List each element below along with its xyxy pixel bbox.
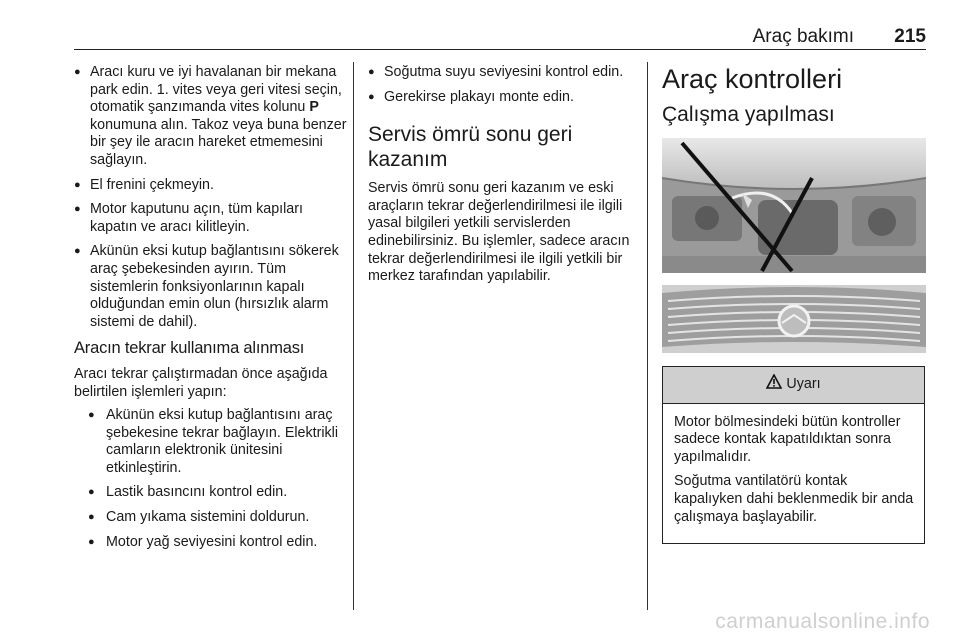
list-item: ● El frenini çekmeyin. bbox=[74, 177, 352, 195]
recovery-paragraph: Servis ömrü sonu geri kazanım ve eski araçların tekrar değerlendirilmesi ile ilgili yasal bilgileri yetkili servislerden edinebilirsiniz. Bu işlemler, sadece aracın tekrar değerlendirilmesi ile ilgili yetkili bir merkez tarafından yapılabilir. bbox=[368, 180, 630, 285]
warning-header bbox=[663, 367, 924, 404]
list-item: ● Lastik basıncını kontrol edin. bbox=[74, 484, 352, 502]
section-title-recovery: Servis ömrü sonu geri kazanım bbox=[368, 123, 573, 172]
warning-body bbox=[663, 404, 924, 544]
warning-triangle-icon bbox=[766, 374, 786, 395]
section-title-checks: Araç kontrolleri bbox=[662, 64, 843, 94]
subheading-recommission: Aracın tekrar kullanıma alınması bbox=[74, 339, 305, 358]
storage-steps bbox=[74, 64, 352, 331]
page-number: 215 bbox=[894, 26, 926, 47]
continued-steps bbox=[368, 64, 634, 106]
subsection-title-work: Çalışma yapılması bbox=[662, 103, 835, 126]
list-item: ● Akünün eksi kutup bağlantısını araç şebekesine tekrar bağlayın. Elektrikli camların elektronik ünitesini etkinleştirin. bbox=[74, 407, 352, 477]
grille-illustration bbox=[662, 285, 926, 353]
list-item: ● Aracı kuru ve iyi havalanan bir mekana park edin. 1. vites veya geri vitesi seçin, otomatik şanzımanda vites kolunu P konumuna alın. Takoz veya buna benzer bir şey ile aracın hareket etmemesini sağlayın. bbox=[74, 64, 352, 170]
header-rule bbox=[74, 49, 926, 50]
column-divider-2 bbox=[647, 62, 648, 610]
watermark: carmanualsonline.info bbox=[715, 610, 930, 633]
list-item: ● Soğutma suyu seviyesini kontrol edin. bbox=[368, 64, 634, 82]
intro-paragraph: Aracı tekrar çalıştırmadan önce aşağıda belirtilen işlemleri yapın: bbox=[74, 365, 328, 400]
list-item: ● Akünün eksi kutup bağlantısını sökerek araç şebekesinden ayırın. Tüm sistemlerin fonksiyonlarının kapalı olduğundan emin olun (hırsızlık alarm sistemi de dahil). bbox=[74, 243, 352, 331]
column-1 bbox=[74, 64, 352, 558]
column-divider-1 bbox=[353, 62, 354, 610]
warning-paragraph-2: Soğutma vantilatörü kontak kapalıyken dahi beklenmedik bir anda çalışmaya başlayabilir. bbox=[674, 473, 914, 525]
column-3 bbox=[662, 64, 926, 544]
recommission-steps bbox=[74, 407, 352, 551]
warning-paragraph-1: Motor bölmesindeki bütün kontroller sadece kontak kapatıldıktan sonra yapılmalıdır. bbox=[674, 413, 901, 465]
list-item: ● Gerekirse plakayı monte edin. bbox=[368, 89, 634, 107]
engine-bay-illustration bbox=[662, 138, 926, 273]
list-item: ● Motor yağ seviyesini kontrol edin. bbox=[74, 534, 352, 552]
warning-label: Uyarı bbox=[786, 375, 821, 392]
warning-box bbox=[662, 366, 925, 545]
list-item: ● Motor kaputunu açın, tüm kapıları kapatın ve aracı kilitleyin. bbox=[74, 201, 352, 236]
column-2 bbox=[368, 64, 634, 292]
list-item: ● Cam yıkama sistemini doldurun. bbox=[74, 509, 352, 527]
running-title: Araç bakımı bbox=[752, 26, 854, 47]
